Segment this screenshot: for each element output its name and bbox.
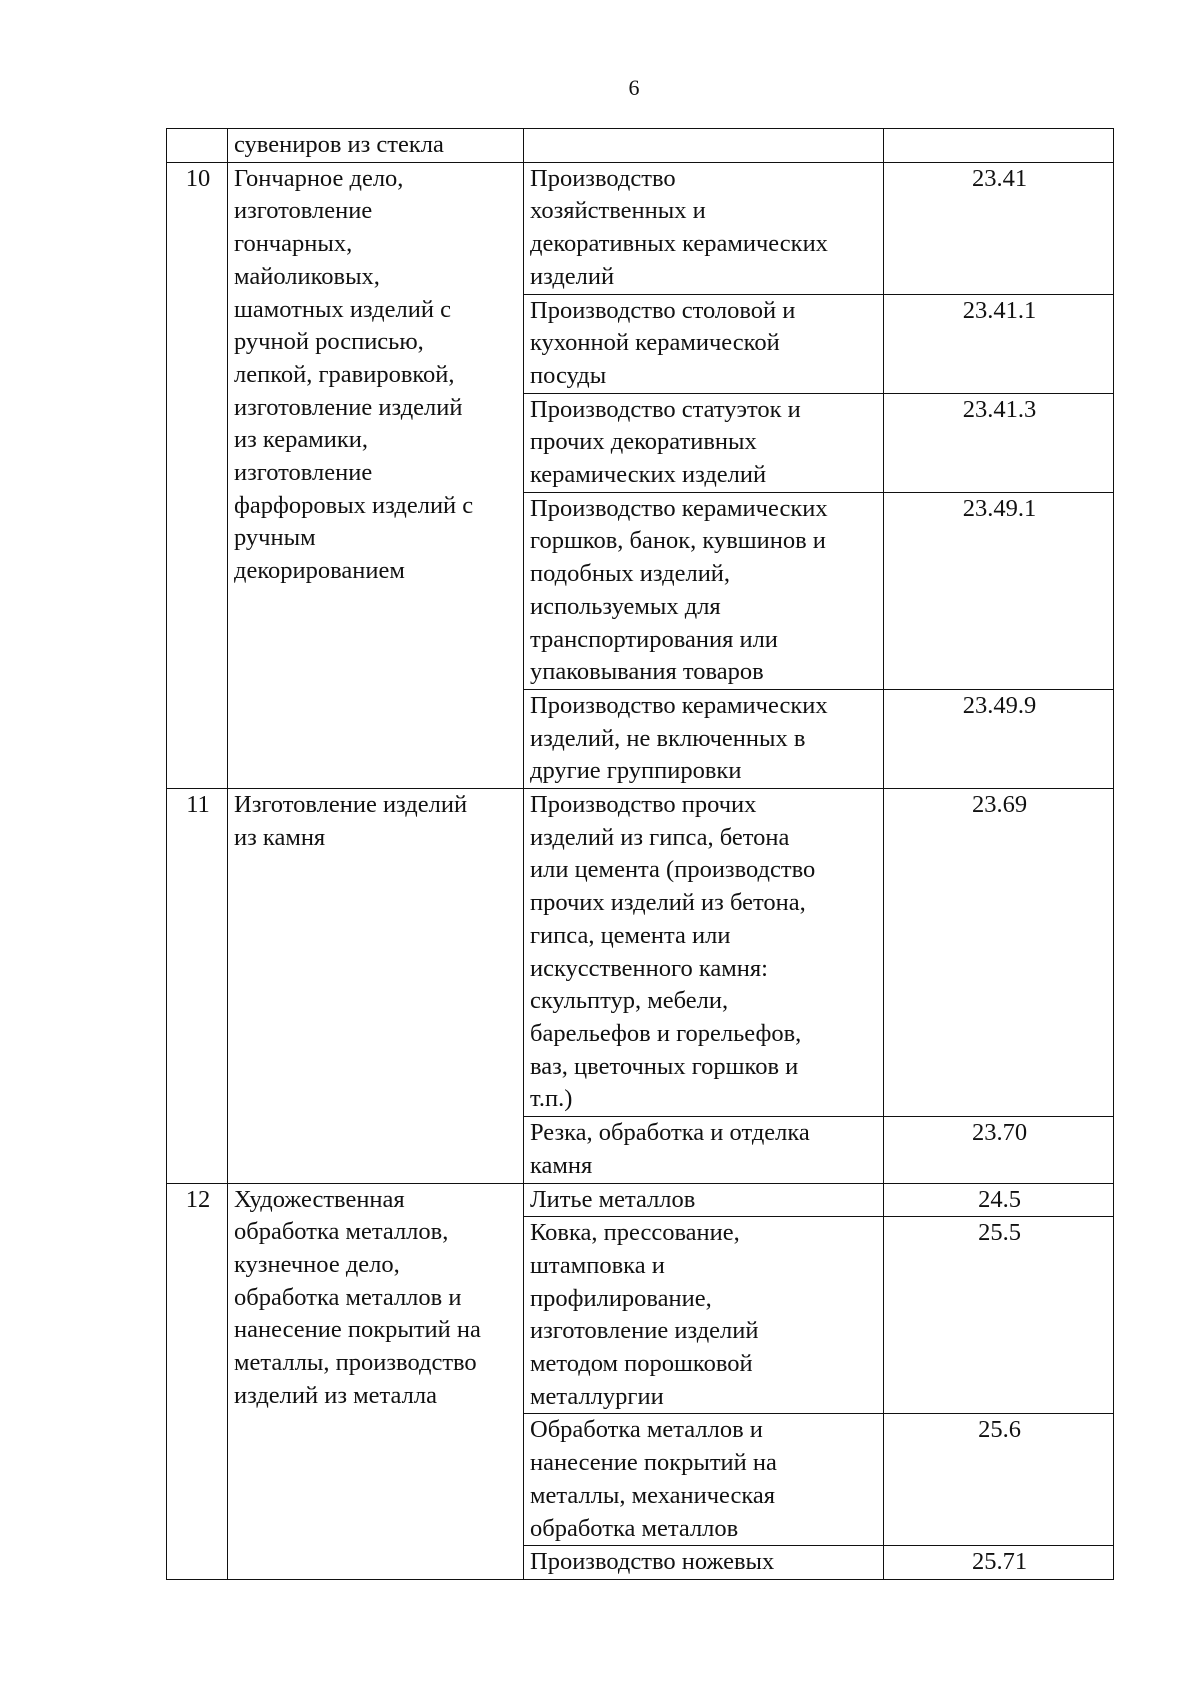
- okved-code-cell: 23.69: [884, 789, 1114, 1117]
- craft-name-cell: [228, 129, 524, 163]
- craft-name-line: майоликовых,: [234, 262, 380, 290]
- craft-name-line: кузнечное дело,: [234, 1250, 400, 1278]
- activity-cell: [524, 689, 884, 788]
- activity-line: Производство статуэток и: [530, 395, 801, 423]
- activity-line: обработка металлов: [530, 1514, 739, 1542]
- activity-line: или цемента (производство: [530, 856, 816, 884]
- craft-name-line: гончарных,: [234, 230, 353, 258]
- craft-name-line: изготовление изделий: [234, 393, 463, 421]
- craft-name-line: сувениров из стекла: [234, 131, 444, 158]
- activity-line: методом порошковой: [530, 1350, 753, 1378]
- row-number-cell: 12: [167, 1183, 228, 1579]
- okved-code-cell: [884, 129, 1114, 163]
- activity-line: кухонной керамической: [530, 329, 780, 357]
- activity-cell: [524, 129, 884, 163]
- activity-line: используемых для: [530, 592, 721, 620]
- activity-line: т.п.): [530, 1085, 573, 1113]
- okved-code-cell: 23.49.9: [884, 689, 1114, 788]
- craft-name-cell: [228, 162, 524, 788]
- table-row: [167, 162, 1114, 294]
- craft-name-line: фарфоровых изделий с: [234, 491, 474, 519]
- activity-line: камня: [530, 1151, 593, 1179]
- activity-line: Производство керамических: [530, 494, 828, 522]
- craft-name-line: из камня: [234, 823, 326, 851]
- craft-name-line: Изготовление изделий: [234, 791, 468, 819]
- activity-cell: [524, 1414, 884, 1546]
- activity-cell: [524, 1117, 884, 1183]
- okved-code-cell: 23.41: [884, 162, 1114, 294]
- activity-line: упаковывания товаров: [530, 658, 764, 686]
- activity-line: Ковка, прессование,: [530, 1219, 740, 1247]
- activity-line: Производство керамических: [530, 691, 828, 719]
- craft-name-cell: [228, 789, 524, 1183]
- activity-line: изготовление изделий: [530, 1317, 759, 1345]
- okved-code-cell: 23.41.3: [884, 393, 1114, 492]
- craft-name-cell: [228, 1183, 524, 1579]
- activity-line: посуды: [530, 361, 607, 389]
- table-row: [167, 1183, 1114, 1217]
- craft-name-line: шамотных изделий с: [234, 295, 451, 323]
- row-number-cell: [167, 129, 228, 163]
- activity-line: Литье металлов: [530, 1185, 696, 1213]
- activity-line: штамповка и: [530, 1251, 665, 1279]
- activity-line: Резка, обработка и отделка: [530, 1119, 810, 1147]
- activity-line: транспортирования или: [530, 625, 778, 653]
- activity-cell: [524, 1183, 884, 1217]
- activity-cell: [524, 1217, 884, 1414]
- table-row: [167, 129, 1114, 163]
- activity-line: Производство столовой и: [530, 296, 796, 324]
- activity-line: горшков, банок, кувшинов и: [530, 527, 826, 555]
- activity-cell: [524, 1546, 884, 1580]
- craft-name-line: изготовление: [234, 459, 373, 487]
- activity-cell: [524, 492, 884, 689]
- craft-name-line: ручным: [234, 524, 316, 552]
- activity-cell: [524, 162, 884, 294]
- okved-code-cell: 23.41.1: [884, 294, 1114, 393]
- row-number-cell: 10: [167, 162, 228, 788]
- activity-line: изделий: [530, 262, 615, 290]
- table-row: [167, 789, 1114, 1117]
- activity-line: хозяйственных и: [530, 197, 706, 225]
- page-number: 6: [628, 75, 640, 100]
- activity-line: Производство ножевых: [530, 1548, 775, 1576]
- craft-name-line: из керамики,: [234, 426, 368, 454]
- okved-code-cell: 24.5: [884, 1183, 1114, 1217]
- okved-code-cell: 23.49.1: [884, 492, 1114, 689]
- activity-line: керамических изделий: [530, 461, 767, 489]
- activity-line: прочих декоративных: [530, 428, 757, 456]
- activity-code-table: [166, 128, 1114, 1580]
- activity-line: подобных изделий,: [530, 560, 731, 588]
- activity-cell: [524, 789, 884, 1117]
- activity-line: изделий, не включенных в: [530, 724, 806, 752]
- activity-cell: [524, 393, 884, 492]
- activity-line: Производство прочих: [530, 791, 757, 819]
- okved-code-cell: 25.71: [884, 1546, 1114, 1580]
- activity-line: металлургии: [530, 1382, 664, 1410]
- activity-line: нанесение покрытий на: [530, 1449, 777, 1477]
- activity-line: прочих изделий из бетона,: [530, 889, 806, 917]
- activity-cell: [524, 294, 884, 393]
- craft-name-line: декорированием: [234, 557, 405, 585]
- activity-line: Обработка металлов и: [530, 1416, 763, 1444]
- activity-line: искусственного камня:: [530, 954, 768, 982]
- row-number-cell: 11: [167, 789, 228, 1183]
- table-body: [167, 129, 1114, 1580]
- activity-line: скульптур, мебели,: [530, 987, 729, 1015]
- craft-name-line: Художественная: [234, 1185, 405, 1213]
- craft-name-line: обработка металлов и: [234, 1283, 462, 1311]
- okved-code-cell: 25.6: [884, 1414, 1114, 1546]
- okved-code-cell: 23.70: [884, 1117, 1114, 1183]
- craft-name-line: металлы, производство: [234, 1349, 477, 1377]
- craft-name-line: изготовление: [234, 197, 373, 225]
- activity-line: гипса, цемента или: [530, 921, 731, 949]
- craft-name-line: ручной росписью,: [234, 328, 424, 356]
- activity-line: изделий из гипса, бетона: [530, 823, 790, 851]
- activity-line: металлы, механическая: [530, 1481, 776, 1509]
- activity-line: другие группировки: [530, 757, 742, 785]
- okved-code-cell: 25.5: [884, 1217, 1114, 1414]
- activity-line: ваз, цветочных горшков и: [530, 1052, 799, 1080]
- craft-name-line: обработка металлов,: [234, 1218, 449, 1246]
- activity-line: профилирование,: [530, 1284, 712, 1312]
- craft-name-line: лепкой, гравировкой,: [234, 360, 455, 388]
- activity-line: декоративных керамических: [530, 230, 828, 258]
- activity-line: Производство: [530, 164, 676, 192]
- craft-name-line: изделий из металла: [234, 1381, 437, 1409]
- craft-name-line: нанесение покрытий на: [234, 1316, 481, 1344]
- activity-line: барельефов и горельефов,: [530, 1019, 802, 1047]
- craft-name-line: Гончарное дело,: [234, 164, 404, 192]
